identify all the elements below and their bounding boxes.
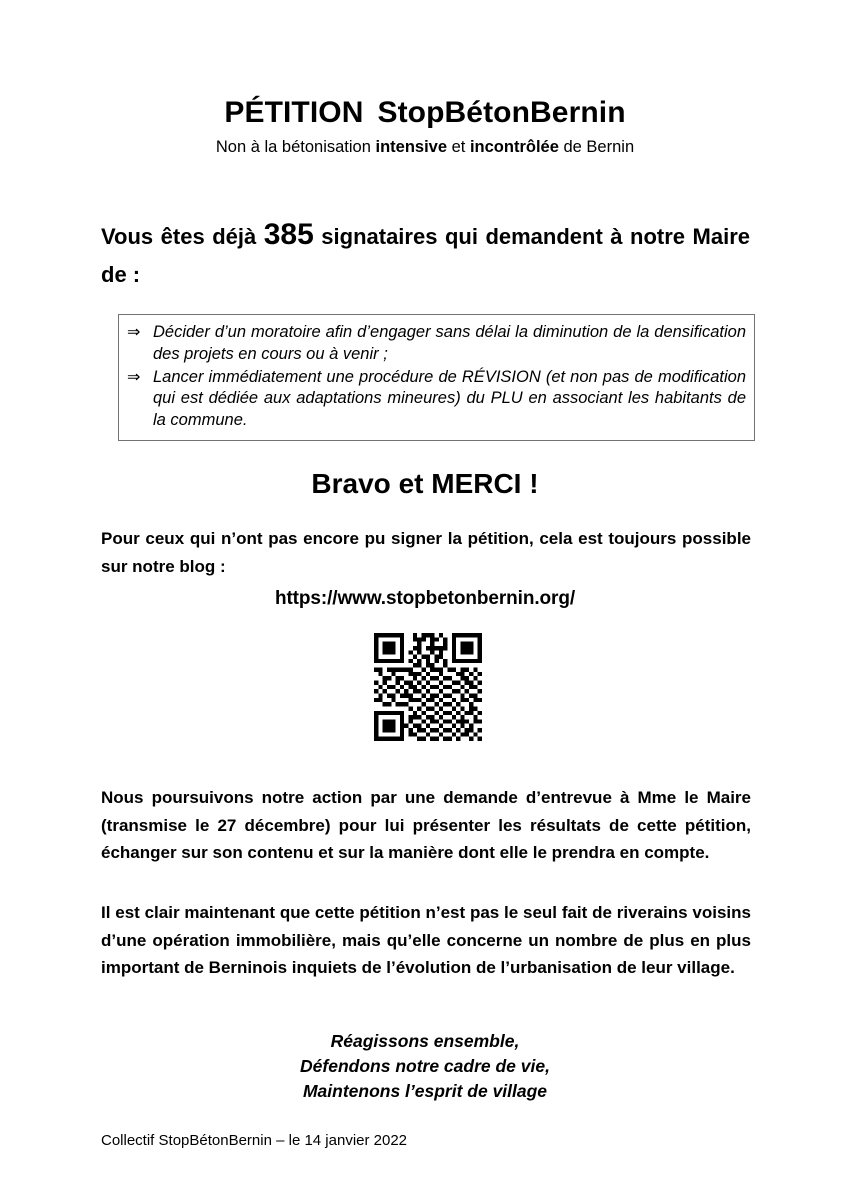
demand-item — [127, 322, 746, 366]
subtitle-emphasis-intensive: intensive — [375, 138, 448, 156]
subtitle-prefix: Non à la bétonisation — [215, 138, 376, 156]
headline-prefix: Vous êtes déjà — [101, 223, 264, 249]
demand-item — [127, 367, 746, 432]
blog-paragraph: Pour ceux qui n’ont pas encore pu signer la pétition, cela est toujours possible sur notre blog : — [101, 529, 751, 576]
headline-suffix: signataires qui demandent à notre Maire de : — [101, 223, 750, 288]
signatory-headline — [0, 158, 850, 295]
thanks-heading: Bravo et MERCI ! — [311, 468, 539, 499]
subtitle-suffix: de Bernin — [558, 138, 635, 156]
page-subtitle — [0, 129, 850, 158]
slogan-line-2: Défendons notre cadre de vie, — [300, 1056, 550, 1077]
demands-box — [118, 314, 755, 441]
qr-code[interactable] — [374, 633, 482, 741]
body-paragraph-2: Il est clair maintenant que cette pétition n’est pas le seul fait de riverains voisins d’une opération immobilière, mais qu’elle concerne un nombre de plus en plus important de Berninois inquiets de l’évolution de l’urbanisation de leur village. — [101, 903, 751, 978]
slogan-line-1: Réagissons ensemble, — [330, 1031, 520, 1051]
double-arrow-icon: ⇒ — [127, 368, 141, 386]
footer-text: Collectif StopBétonBernin – le 14 janvier 2022 — [101, 1132, 408, 1149]
page-title-secondary: StopBétonBernin — [377, 96, 626, 129]
blog-url[interactable]: https://www.stopbetonbernin.org/ — [274, 588, 576, 609]
page-title — [0, 0, 850, 129]
double-arrow-icon: ⇒ — [127, 324, 141, 341]
subtitle-emphasis-incontrolee: incontrôlée — [469, 138, 559, 156]
slogan-line-3: Maintenons l’esprit de village — [302, 1081, 548, 1102]
signature-count: 385 — [263, 217, 314, 251]
demand-text: Décider d’un moratoire afin d’engager sans délai la diminution de la densification des projets en cours ou à venir ; — [153, 323, 746, 363]
page-title-main: PÉTITION — [224, 96, 364, 129]
closing-slogan — [0, 1029, 850, 1105]
body-paragraph-1: Nous poursuivons notre action par une demande d’entrevue à Mme le Maire (transmise le 27 décembre) pour lui présenter les résultats de cette pétition, échanger sur son contenu et sur la manière dont elle le prendra en compte. — [101, 788, 751, 863]
demand-text: Lancer immédiatement une procédure de RÉVISION (et non pas de modification qui est dédiée aux adaptations mineures) du PLU en associant les habitants de la commune. — [153, 367, 746, 430]
subtitle-middle: et — [447, 138, 470, 156]
